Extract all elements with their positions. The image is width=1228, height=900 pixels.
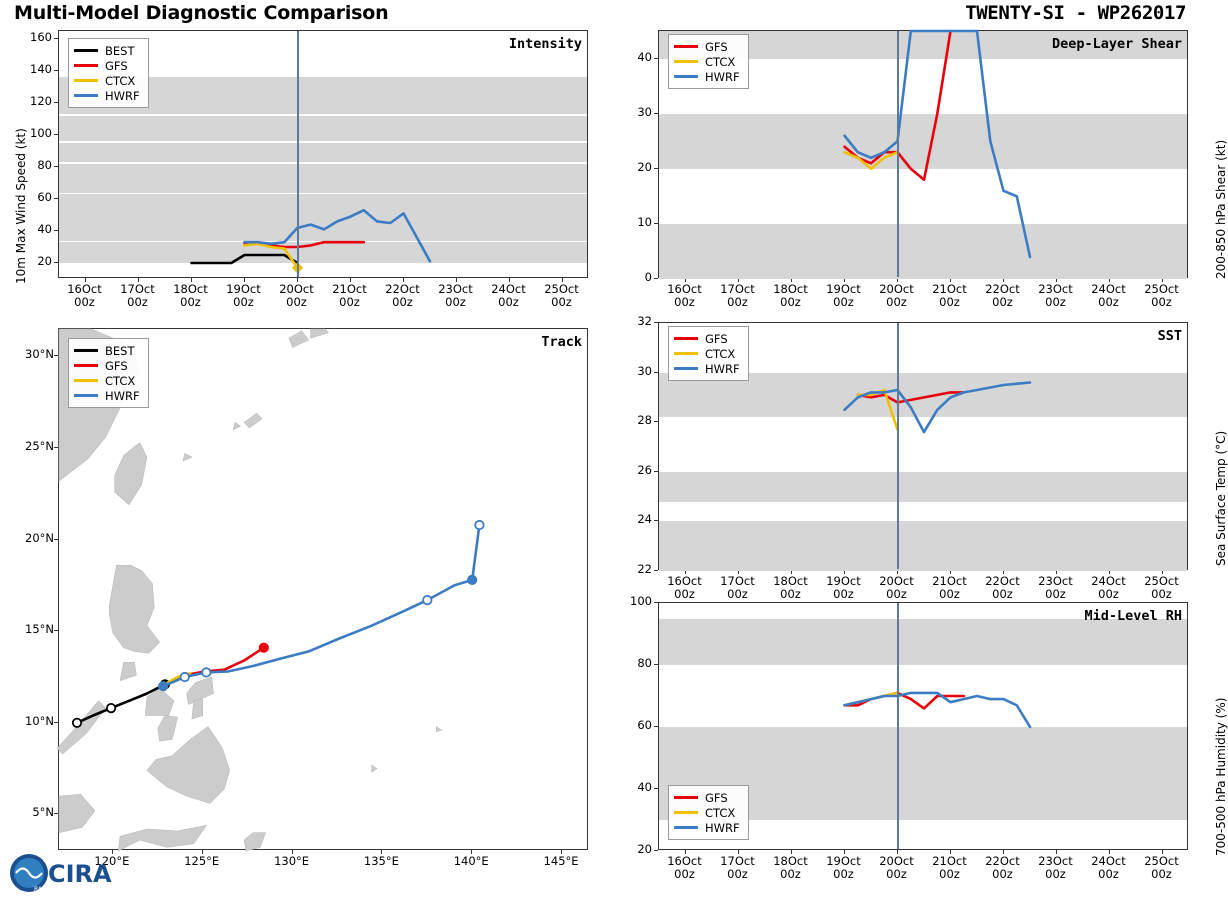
x-tick-date: 20Oct xyxy=(879,574,914,588)
x-tick-hour: 00z xyxy=(551,295,572,310)
x-tick-label xyxy=(271,283,323,309)
track-y-tick-label: 15°N xyxy=(25,622,54,637)
landmass xyxy=(372,765,377,772)
x-tick-label xyxy=(924,283,976,309)
x-tick-date: 24Oct xyxy=(1091,574,1126,588)
y-tick-label: 80 xyxy=(37,158,52,172)
x-tick-label xyxy=(659,855,711,881)
x-tick-hour: 00z xyxy=(833,867,854,882)
x-tick-date: 18Oct xyxy=(773,574,808,588)
x-tick-date: 19Oct xyxy=(226,282,261,296)
x-tick-date: 16Oct xyxy=(667,282,702,296)
x-tick-hour: 00z xyxy=(1045,587,1066,602)
y-tick-label: 60 xyxy=(37,190,52,204)
legend-item-best xyxy=(74,43,140,58)
legend-label: HWRF xyxy=(105,388,140,403)
x-tick-date: 25Oct xyxy=(1144,282,1179,296)
legend-item-hwrf xyxy=(74,388,140,403)
x-tick-hour: 00z xyxy=(674,295,695,310)
track-x-tick-label: 120°E xyxy=(94,854,130,868)
x-tick-date: 20Oct xyxy=(279,282,314,296)
legend-swatch-hwrf xyxy=(74,394,98,397)
shear-y-axis-label: 200-850 hPa Shear (kt) xyxy=(1214,139,1228,279)
track-y-tick-label: 10°N xyxy=(25,713,54,728)
svg-text:RAMMB: RAMMB xyxy=(34,886,57,893)
landmass xyxy=(192,699,203,719)
x-tick-label xyxy=(1083,855,1135,881)
track-y-tick-label: 5°N xyxy=(32,805,54,820)
track-x-tick-label: 140°E xyxy=(453,854,489,868)
legend-label: GFS xyxy=(705,39,728,54)
y-tick-label: 20 xyxy=(37,254,52,268)
track-y-tick-label: 25°N xyxy=(25,439,54,454)
x-tick-date: 20Oct xyxy=(879,854,914,868)
page-title-right: TWENTY-SI - WP262017 xyxy=(965,2,1186,24)
x-tick-label xyxy=(712,283,764,309)
x-tick-hour: 00z xyxy=(127,295,148,310)
landmass xyxy=(109,565,159,653)
legend-item-gfs xyxy=(674,331,740,346)
y-tick-label: 30 xyxy=(637,104,652,119)
track-y-tick-label: 20°N xyxy=(25,530,54,545)
x-tick-label xyxy=(112,283,164,309)
x-tick-hour: 00z xyxy=(939,587,960,602)
legend-item-hwrf xyxy=(674,820,740,835)
x-tick-hour: 00z xyxy=(1045,295,1066,310)
track-marker-hwrf xyxy=(475,521,483,529)
legend-swatch-gfs xyxy=(74,364,98,367)
y-tick-label: 0 xyxy=(644,270,652,284)
intensity-y-axis-label: 10m Max Wind Speed (kt) xyxy=(14,128,28,284)
x-tick-date: 18Oct xyxy=(773,282,808,296)
x-tick-date: 17Oct xyxy=(720,854,755,868)
landmass xyxy=(311,329,329,338)
x-tick-hour: 00z xyxy=(992,295,1013,310)
x-tick-date: 19Oct xyxy=(826,854,861,868)
track-marker-hwrf xyxy=(423,596,431,604)
x-tick-label xyxy=(218,283,270,309)
x-tick-date: 19Oct xyxy=(826,282,861,296)
x-tick-label xyxy=(818,855,870,881)
legend-swatch-ctcx xyxy=(74,79,98,82)
x-tick-date: 24Oct xyxy=(1091,282,1126,296)
x-tick-hour: 00z xyxy=(445,295,466,310)
landmass xyxy=(120,662,136,680)
x-tick-date: 21Oct xyxy=(932,282,967,296)
track-legend xyxy=(68,338,149,408)
legend-swatch-ctcx xyxy=(674,60,698,63)
x-tick-hour: 00z xyxy=(780,295,801,310)
x-tick-label xyxy=(1136,855,1188,881)
y-tick-mark xyxy=(654,278,658,279)
x-tick-hour: 00z xyxy=(727,295,748,310)
x-tick-date: 21Oct xyxy=(932,574,967,588)
landmass xyxy=(289,331,309,348)
x-tick-label xyxy=(871,283,923,309)
track-line-hwrf xyxy=(163,525,479,686)
legend-label: HWRF xyxy=(705,820,740,835)
x-tick-hour: 00z xyxy=(886,867,907,882)
x-tick-label xyxy=(765,283,817,309)
panel-track xyxy=(0,322,600,892)
cira-rammb-logo xyxy=(8,852,126,894)
shear-panel-label: Deep-Layer Shear xyxy=(1051,36,1182,52)
x-tick-label xyxy=(871,855,923,881)
legend-item-gfs xyxy=(674,39,740,54)
legend-label: BEST xyxy=(105,343,135,358)
x-tick-date: 25Oct xyxy=(1144,574,1179,588)
y-tick-label: 120 xyxy=(30,94,52,108)
x-tick-date: 25Oct xyxy=(544,282,579,296)
panel-sst xyxy=(600,314,1228,606)
x-tick-label xyxy=(1030,855,1082,881)
shear-analysis-line xyxy=(897,31,899,277)
legend-label: BEST xyxy=(105,43,135,58)
x-tick-hour: 00z xyxy=(674,867,695,882)
x-tick-hour: 00z xyxy=(939,867,960,882)
x-tick-hour: 00z xyxy=(1045,867,1066,882)
legend-item-hwrf xyxy=(674,361,740,376)
landmass xyxy=(233,422,240,429)
x-tick-label xyxy=(818,283,870,309)
legend-swatch-hwrf xyxy=(674,75,698,78)
sst-legend xyxy=(668,326,749,381)
x-tick-hour: 00z xyxy=(1098,587,1119,602)
track-y-tick-label: 30°N xyxy=(25,347,54,362)
legend-swatch-hwrf xyxy=(74,94,98,97)
legend-swatch-best xyxy=(74,349,98,352)
x-tick-date: 16Oct xyxy=(667,574,702,588)
panel-intensity xyxy=(0,24,600,314)
track-marker-hwrf xyxy=(202,668,210,676)
x-tick-hour: 00z xyxy=(833,587,854,602)
track-x-tick-label: 125°E xyxy=(184,854,220,868)
x-tick-date: 23Oct xyxy=(1038,854,1073,868)
landmass xyxy=(183,454,192,461)
x-tick-hour: 00z xyxy=(1151,295,1172,310)
x-tick-date: 23Oct xyxy=(438,282,473,296)
x-tick-date: 21Oct xyxy=(332,282,367,296)
x-tick-date: 25Oct xyxy=(1144,854,1179,868)
intensity-panel-label: Intensity xyxy=(508,36,582,52)
x-tick-hour: 00z xyxy=(498,295,519,310)
sst-analysis-line xyxy=(897,323,899,569)
legend-swatch-gfs xyxy=(674,45,698,48)
x-tick-date: 22Oct xyxy=(985,282,1020,296)
page-title-left: Multi-Model Diagnostic Comparison xyxy=(14,2,389,24)
x-tick-date: 19Oct xyxy=(826,574,861,588)
track-marker-best xyxy=(73,719,81,727)
y-tick-label: 40 xyxy=(637,780,652,794)
x-tick-date: 21Oct xyxy=(932,854,967,868)
landmass xyxy=(115,443,147,505)
legend-item-gfs xyxy=(674,790,740,805)
landmass xyxy=(244,413,262,428)
x-tick-hour: 00z xyxy=(180,295,201,310)
y-tick-label: 28 xyxy=(637,413,652,428)
x-tick-label xyxy=(1083,283,1135,309)
x-tick-label xyxy=(536,283,588,309)
y-tick-label: 100 xyxy=(30,126,52,140)
legend-swatch-best xyxy=(74,49,98,52)
x-tick-date: 22Oct xyxy=(985,574,1020,588)
y-tick-label: 30 xyxy=(637,363,652,378)
intensity-analysis-line xyxy=(297,31,299,277)
track-panel-label: Track xyxy=(541,334,582,350)
shear-legend xyxy=(668,34,749,89)
y-tick-label: 60 xyxy=(637,718,652,732)
rh-panel-label: Mid-Level RH xyxy=(1084,608,1182,624)
legend-swatch-hwrf xyxy=(674,367,698,370)
x-tick-date: 18Oct xyxy=(773,854,808,868)
legend-label: CTCX xyxy=(705,346,736,361)
legend-label: HWRF xyxy=(105,88,140,103)
x-tick-hour: 00z xyxy=(992,867,1013,882)
legend-label: HWRF xyxy=(705,69,740,84)
x-tick-label xyxy=(1136,283,1188,309)
sst-y-axis-label: Sea Surface Temp (°C) xyxy=(1214,430,1228,566)
legend-item-hwrf xyxy=(74,88,140,103)
x-tick-hour: 00z xyxy=(233,295,254,310)
track-marker-best xyxy=(107,704,115,712)
panel-shear xyxy=(600,24,1228,314)
x-tick-hour: 00z xyxy=(939,295,960,310)
x-tick-label xyxy=(924,855,976,881)
y-tick-mark xyxy=(654,570,658,571)
x-tick-date: 24Oct xyxy=(1091,854,1126,868)
x-tick-date: 17Oct xyxy=(120,282,155,296)
x-tick-hour: 00z xyxy=(392,295,413,310)
track-x-tick-label: 145°E xyxy=(543,854,579,868)
legend-item-best xyxy=(74,343,140,358)
x-tick-date: 22Oct xyxy=(385,282,420,296)
x-tick-date: 16Oct xyxy=(67,282,102,296)
legend-swatch-gfs xyxy=(674,796,698,799)
series-line-hwrf xyxy=(845,31,1031,257)
x-tick-hour: 00z xyxy=(833,295,854,310)
intensity-legend xyxy=(68,38,149,108)
x-tick-hour: 00z xyxy=(886,295,907,310)
x-tick-date: 20Oct xyxy=(879,282,914,296)
y-tick-label: 20 xyxy=(637,842,652,856)
x-tick-hour: 00z xyxy=(674,587,695,602)
rh-legend xyxy=(668,785,749,840)
series-line-hwrf xyxy=(845,383,1031,433)
y-tick-label: 22 xyxy=(637,562,652,576)
series-line-hwrf xyxy=(845,693,1031,727)
x-tick-label xyxy=(977,855,1029,881)
y-tick-label: 160 xyxy=(30,30,52,44)
x-tick-label xyxy=(324,283,376,309)
legend-label: CTCX xyxy=(705,54,736,69)
x-tick-label xyxy=(765,855,817,881)
landmass xyxy=(59,794,95,833)
x-tick-date: 23Oct xyxy=(1038,282,1073,296)
track-marker-hwrf xyxy=(159,682,167,690)
landmass xyxy=(118,825,206,851)
rh-y-axis-label: 700-500 hPa Humidity (%) xyxy=(1214,697,1228,856)
legend-swatch-ctcx xyxy=(674,811,698,814)
legend-label: GFS xyxy=(705,331,728,346)
y-tick-label: 40 xyxy=(37,222,52,236)
y-tick-label: 40 xyxy=(637,49,652,64)
legend-swatch-gfs xyxy=(74,64,98,67)
legend-item-gfs xyxy=(74,358,140,373)
x-tick-hour: 00z xyxy=(727,867,748,882)
sst-panel-label: SST xyxy=(1157,328,1182,344)
x-tick-label xyxy=(165,283,217,309)
panel-rh xyxy=(600,594,1228,896)
x-tick-date: 18Oct xyxy=(173,282,208,296)
x-tick-label xyxy=(483,283,535,309)
track-marker-hwrf xyxy=(468,576,476,584)
x-tick-hour: 00z xyxy=(1098,295,1119,310)
x-tick-hour: 00z xyxy=(780,867,801,882)
y-tick-mark xyxy=(654,850,658,851)
y-tick-label: 140 xyxy=(30,62,52,76)
y-tick-label: 26 xyxy=(637,462,652,477)
y-tick-label: 32 xyxy=(637,314,652,328)
y-tick-label: 10 xyxy=(637,214,652,229)
landmass xyxy=(436,727,441,732)
x-tick-label xyxy=(59,283,111,309)
rh-analysis-line xyxy=(897,603,899,849)
legend-label: CTCX xyxy=(105,373,136,388)
legend-item-hwrf xyxy=(674,69,740,84)
svg-text:CIRA: CIRA xyxy=(48,860,112,888)
x-tick-label xyxy=(659,283,711,309)
x-tick-date: 17Oct xyxy=(720,574,755,588)
x-tick-label xyxy=(1030,283,1082,309)
legend-item-ctcx xyxy=(674,805,740,820)
legend-label: HWRF xyxy=(705,361,740,376)
x-tick-date: 22Oct xyxy=(985,854,1020,868)
x-tick-label xyxy=(977,283,1029,309)
x-tick-date: 16Oct xyxy=(667,854,702,868)
legend-item-ctcx xyxy=(674,346,740,361)
legend-label: GFS xyxy=(705,790,728,805)
x-tick-hour: 00z xyxy=(727,587,748,602)
legend-label: GFS xyxy=(105,58,128,73)
track-marker-gfs xyxy=(260,644,268,652)
landmass xyxy=(57,701,105,754)
x-tick-hour: 00z xyxy=(992,587,1013,602)
y-tick-label: 80 xyxy=(637,656,652,670)
track-x-tick-label: 130°E xyxy=(274,854,310,868)
x-tick-hour: 00z xyxy=(339,295,360,310)
x-tick-label xyxy=(712,855,764,881)
x-tick-date: 24Oct xyxy=(491,282,526,296)
series-line-ctcx xyxy=(845,152,898,169)
legend-swatch-ctcx xyxy=(74,379,98,382)
track-x-tick-label: 135°E xyxy=(363,854,399,868)
legend-item-gfs xyxy=(74,58,140,73)
y-tick-label: 20 xyxy=(637,159,652,174)
legend-label: GFS xyxy=(105,358,128,373)
landmass xyxy=(244,833,266,851)
x-tick-hour: 00z xyxy=(74,295,95,310)
legend-item-ctcx xyxy=(74,73,140,88)
track-marker-hwrf xyxy=(181,673,189,681)
x-tick-date: 17Oct xyxy=(720,282,755,296)
legend-label: CTCX xyxy=(105,73,136,88)
x-tick-date: 23Oct xyxy=(1038,574,1073,588)
x-tick-hour: 00z xyxy=(1098,867,1119,882)
legend-item-ctcx xyxy=(74,373,140,388)
legend-item-ctcx xyxy=(674,54,740,69)
x-tick-hour: 00z xyxy=(286,295,307,310)
x-tick-label xyxy=(377,283,429,309)
y-tick-label: 100 xyxy=(630,594,652,608)
legend-label: CTCX xyxy=(705,805,736,820)
x-tick-label xyxy=(430,283,482,309)
legend-swatch-gfs xyxy=(674,337,698,340)
y-tick-label: 24 xyxy=(637,512,652,527)
x-tick-hour: 00z xyxy=(1151,867,1172,882)
legend-swatch-ctcx xyxy=(674,352,698,355)
landmass xyxy=(158,716,178,742)
x-tick-hour: 00z xyxy=(1151,587,1172,602)
x-tick-hour: 00z xyxy=(780,587,801,602)
x-tick-hour: 00z xyxy=(886,587,907,602)
legend-swatch-hwrf xyxy=(674,826,698,829)
series-line-best xyxy=(192,255,298,263)
